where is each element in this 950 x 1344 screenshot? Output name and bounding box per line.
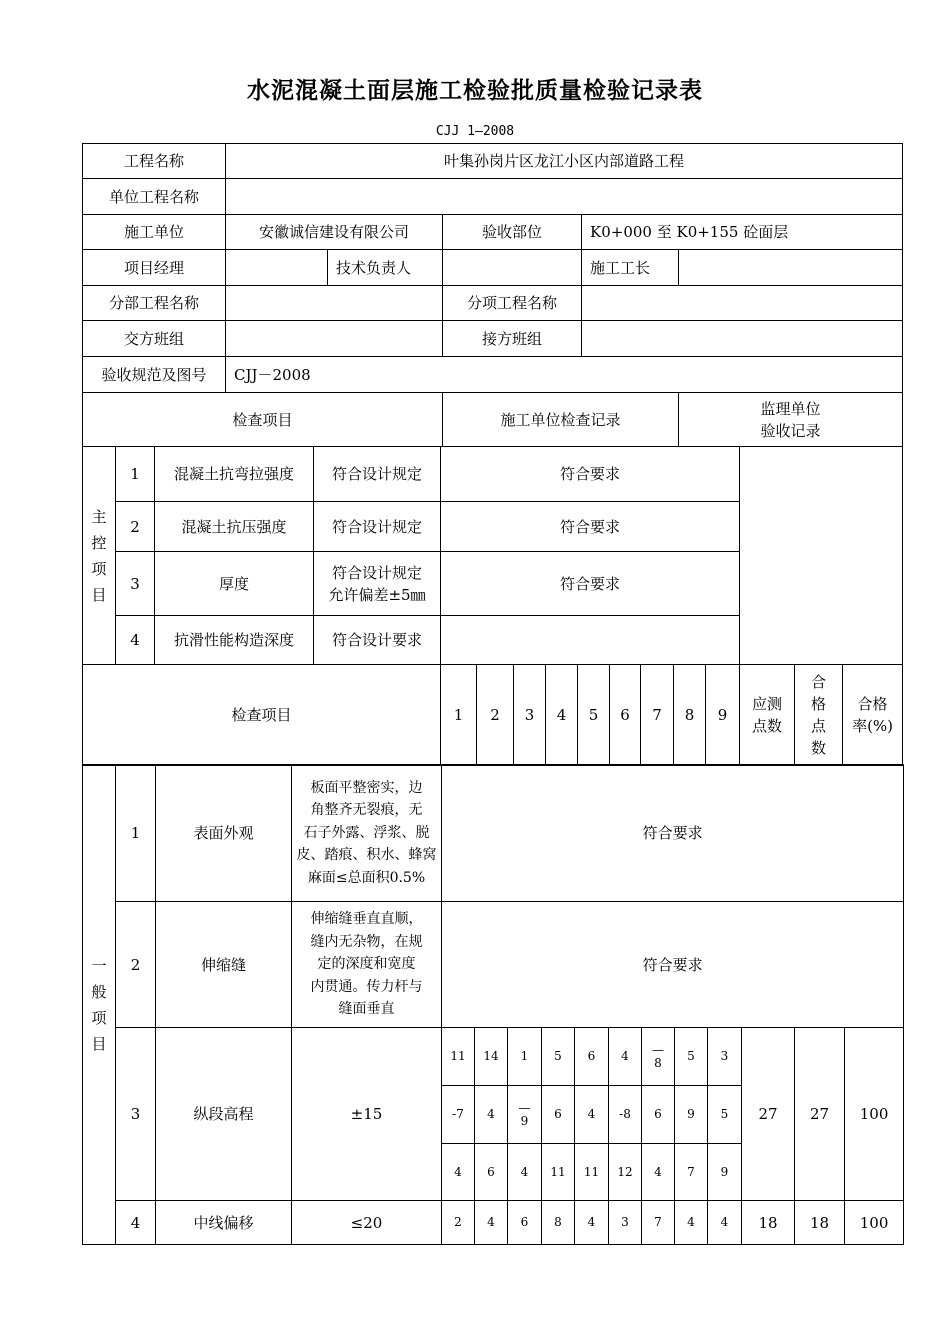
measured-value: 1	[508, 1028, 542, 1086]
check-standard: 符合设计规定 允许偏差±5㎜	[314, 552, 441, 616]
table-row	[83, 144, 903, 179]
row-number: 4	[116, 1201, 156, 1245]
measured-value: 11	[575, 1144, 609, 1201]
row-number: 3	[116, 552, 155, 616]
check-item-header: 检查项目	[83, 393, 443, 447]
row-number: 2	[116, 902, 156, 1028]
supervisor-record-header: 监理单位 验收记录	[679, 393, 903, 447]
measured-value: 4	[508, 1144, 542, 1201]
measured-value: 4	[575, 1201, 609, 1245]
measured-value: 14	[475, 1028, 508, 1086]
point-header: 5	[578, 665, 610, 766]
measured-value: 4	[642, 1144, 675, 1201]
measured-value: 8	[542, 1201, 575, 1245]
check-item-name: 混凝土抗压强度	[155, 502, 314, 552]
measured-value: 2	[442, 1201, 475, 1245]
foreman-label: 施工工长	[582, 250, 679, 286]
row-number: 4	[116, 616, 155, 665]
spec-label: 验收规范及图号	[83, 357, 226, 393]
measured-value: 4	[675, 1201, 708, 1245]
main-control-table	[82, 446, 903, 766]
check-item-name: 伸缩缝	[156, 902, 292, 1028]
measured-value: 4	[575, 1086, 609, 1144]
value-digits: 8	[654, 1055, 662, 1070]
row-number: 1	[116, 765, 156, 902]
table-row	[83, 250, 903, 286]
measured-value: 11	[442, 1028, 475, 1086]
receiver-label: 接方班组	[443, 321, 582, 357]
measured-value	[508, 1086, 542, 1144]
value-digits: 9	[520, 1113, 529, 1128]
check-standard: 符合设计要求	[314, 616, 441, 665]
row-number: 3	[116, 1028, 156, 1201]
pass-rate-value: 100	[845, 1028, 904, 1201]
table-row	[83, 1028, 904, 1086]
accept-part-label: 验收部位	[443, 215, 582, 250]
measured-value: 12	[609, 1144, 642, 1201]
item-project-value	[582, 286, 903, 321]
should-count-value: 27	[742, 1028, 795, 1201]
pm-label: 项目经理	[83, 250, 226, 286]
sub-project-value	[226, 286, 443, 321]
pm-value	[226, 250, 328, 286]
spec-value: CJJ－2008	[226, 357, 903, 393]
builder-value: 安徽诚信建设有限公司	[226, 215, 443, 250]
measured-value: 7	[675, 1144, 708, 1201]
point-header: 4	[546, 665, 578, 766]
check-standard: ±15	[292, 1028, 442, 1201]
minus-sign: —	[518, 1100, 531, 1115]
measured-value: 4	[442, 1144, 475, 1201]
check-record	[441, 616, 740, 665]
measured-value: 7	[642, 1201, 675, 1245]
general-check-item-header: 检查项目	[83, 665, 441, 766]
measured-value: -8	[609, 1086, 642, 1144]
check-item-name: 混凝土抗弯拉强度	[155, 447, 314, 502]
row-number: 2	[116, 502, 155, 552]
measured-value: 6	[575, 1028, 609, 1086]
main-control-group-label: 主 控 项 目	[83, 447, 116, 665]
project-name-value: 叶集孙岗片区龙江小区内部道路工程	[226, 144, 903, 179]
table-row	[83, 765, 904, 902]
builder-record-header: 施工单位检查记录	[443, 393, 679, 447]
check-item-name: 抗滑性能构造深度	[155, 616, 314, 665]
handover-value	[226, 321, 443, 357]
check-standard: ≤20	[292, 1201, 442, 1245]
check-standard: 符合设计规定	[314, 447, 441, 502]
check-record: 符合要求	[441, 502, 740, 552]
table-row	[83, 357, 903, 393]
measured-value: 3	[609, 1201, 642, 1245]
project-name-label: 工程名称	[83, 144, 226, 179]
standard-code: CJJ 1—2008	[435, 124, 515, 139]
general-items-table	[82, 764, 904, 1245]
measured-value: 6	[475, 1144, 508, 1201]
item-project-label: 分项工程名称	[443, 286, 582, 321]
measured-value: 5	[542, 1028, 575, 1086]
check-record: 符合要求	[441, 552, 740, 616]
check-standard: 符合设计规定	[314, 502, 441, 552]
measured-value: -7	[442, 1086, 475, 1144]
check-item-name: 中线偏移	[156, 1201, 292, 1245]
accept-part-value: K0+000 至 K0+155 砼面层	[582, 215, 903, 250]
measured-value	[642, 1028, 675, 1086]
table-row	[83, 902, 904, 1028]
tech-lead-value	[443, 250, 582, 286]
supervisor-record-cell	[740, 447, 903, 665]
check-standard: 板面平整密实，边 角整齐无裂痕，无 石子外露、浮浆、脱 皮、踏痕、积水、蜂窝 麻面≤总面积0.5%	[292, 765, 442, 902]
measured-value: 6	[642, 1086, 675, 1144]
pass-rate-header: 合格 率(%)	[843, 665, 903, 766]
page-title: 水泥混凝土面层施工检验批质量检验记录表	[247, 78, 703, 104]
check-record: 符合要求	[441, 447, 740, 502]
measured-value: 11	[542, 1144, 575, 1201]
check-item-name: 纵段高程	[156, 1028, 292, 1201]
pass-count-header: 合 格 点 数	[795, 665, 843, 766]
table-row	[83, 393, 903, 447]
table-row	[83, 215, 903, 250]
pass-count-value: 18	[795, 1201, 845, 1245]
table-row	[83, 286, 903, 321]
check-item-name: 厚度	[155, 552, 314, 616]
measured-value: 3	[708, 1028, 742, 1086]
measured-value: 4	[708, 1201, 742, 1245]
point-header: 8	[674, 665, 706, 766]
unit-project-label: 单位工程名称	[83, 179, 226, 215]
handover-label: 交方班组	[83, 321, 226, 357]
pass-count-value: 27	[795, 1028, 845, 1201]
check-standard: 伸缩缝垂直直顺， 缝内无杂物，在规 定的深度和宽度 内贯通。传力杆与 缝面垂直	[292, 902, 442, 1028]
builder-label: 施工单位	[83, 215, 226, 250]
tech-lead-label: 技术负责人	[328, 250, 443, 286]
measured-value: 5	[708, 1086, 742, 1144]
check-item-name: 表面外观	[156, 765, 292, 902]
header-info-table	[82, 143, 903, 447]
point-header: 9	[706, 665, 740, 766]
check-record: 符合要求	[442, 902, 904, 1028]
row-number: 1	[116, 447, 155, 502]
sub-project-label: 分部工程名称	[83, 286, 226, 321]
measured-value: 4	[609, 1028, 642, 1086]
foreman-value	[679, 250, 903, 286]
measured-value: 6	[542, 1086, 575, 1144]
measured-value: 9	[675, 1086, 708, 1144]
table-row	[83, 321, 903, 357]
point-header: 6	[610, 665, 641, 766]
measured-value: 4	[475, 1201, 508, 1245]
measured-value: 6	[508, 1201, 542, 1245]
point-header: 1	[441, 665, 477, 766]
point-header: 3	[514, 665, 546, 766]
general-group-label: 一 般 项 目	[83, 765, 116, 1245]
measured-value: 9	[708, 1144, 742, 1201]
should-count-header: 应测 点数	[740, 665, 795, 766]
table-row	[83, 665, 903, 766]
point-header: 7	[641, 665, 674, 766]
unit-project-value	[226, 179, 903, 215]
table-row	[83, 179, 903, 215]
check-record: 符合要求	[442, 765, 904, 902]
should-count-value: 18	[742, 1201, 795, 1245]
measured-value: 4	[475, 1086, 508, 1144]
table-row	[83, 447, 903, 502]
measured-value: 5	[675, 1028, 708, 1086]
pass-rate-value: 100	[845, 1201, 904, 1245]
receiver-value	[582, 321, 903, 357]
table-row	[83, 1201, 904, 1245]
point-header: 2	[477, 665, 514, 766]
minus-sign: —	[652, 1042, 664, 1057]
